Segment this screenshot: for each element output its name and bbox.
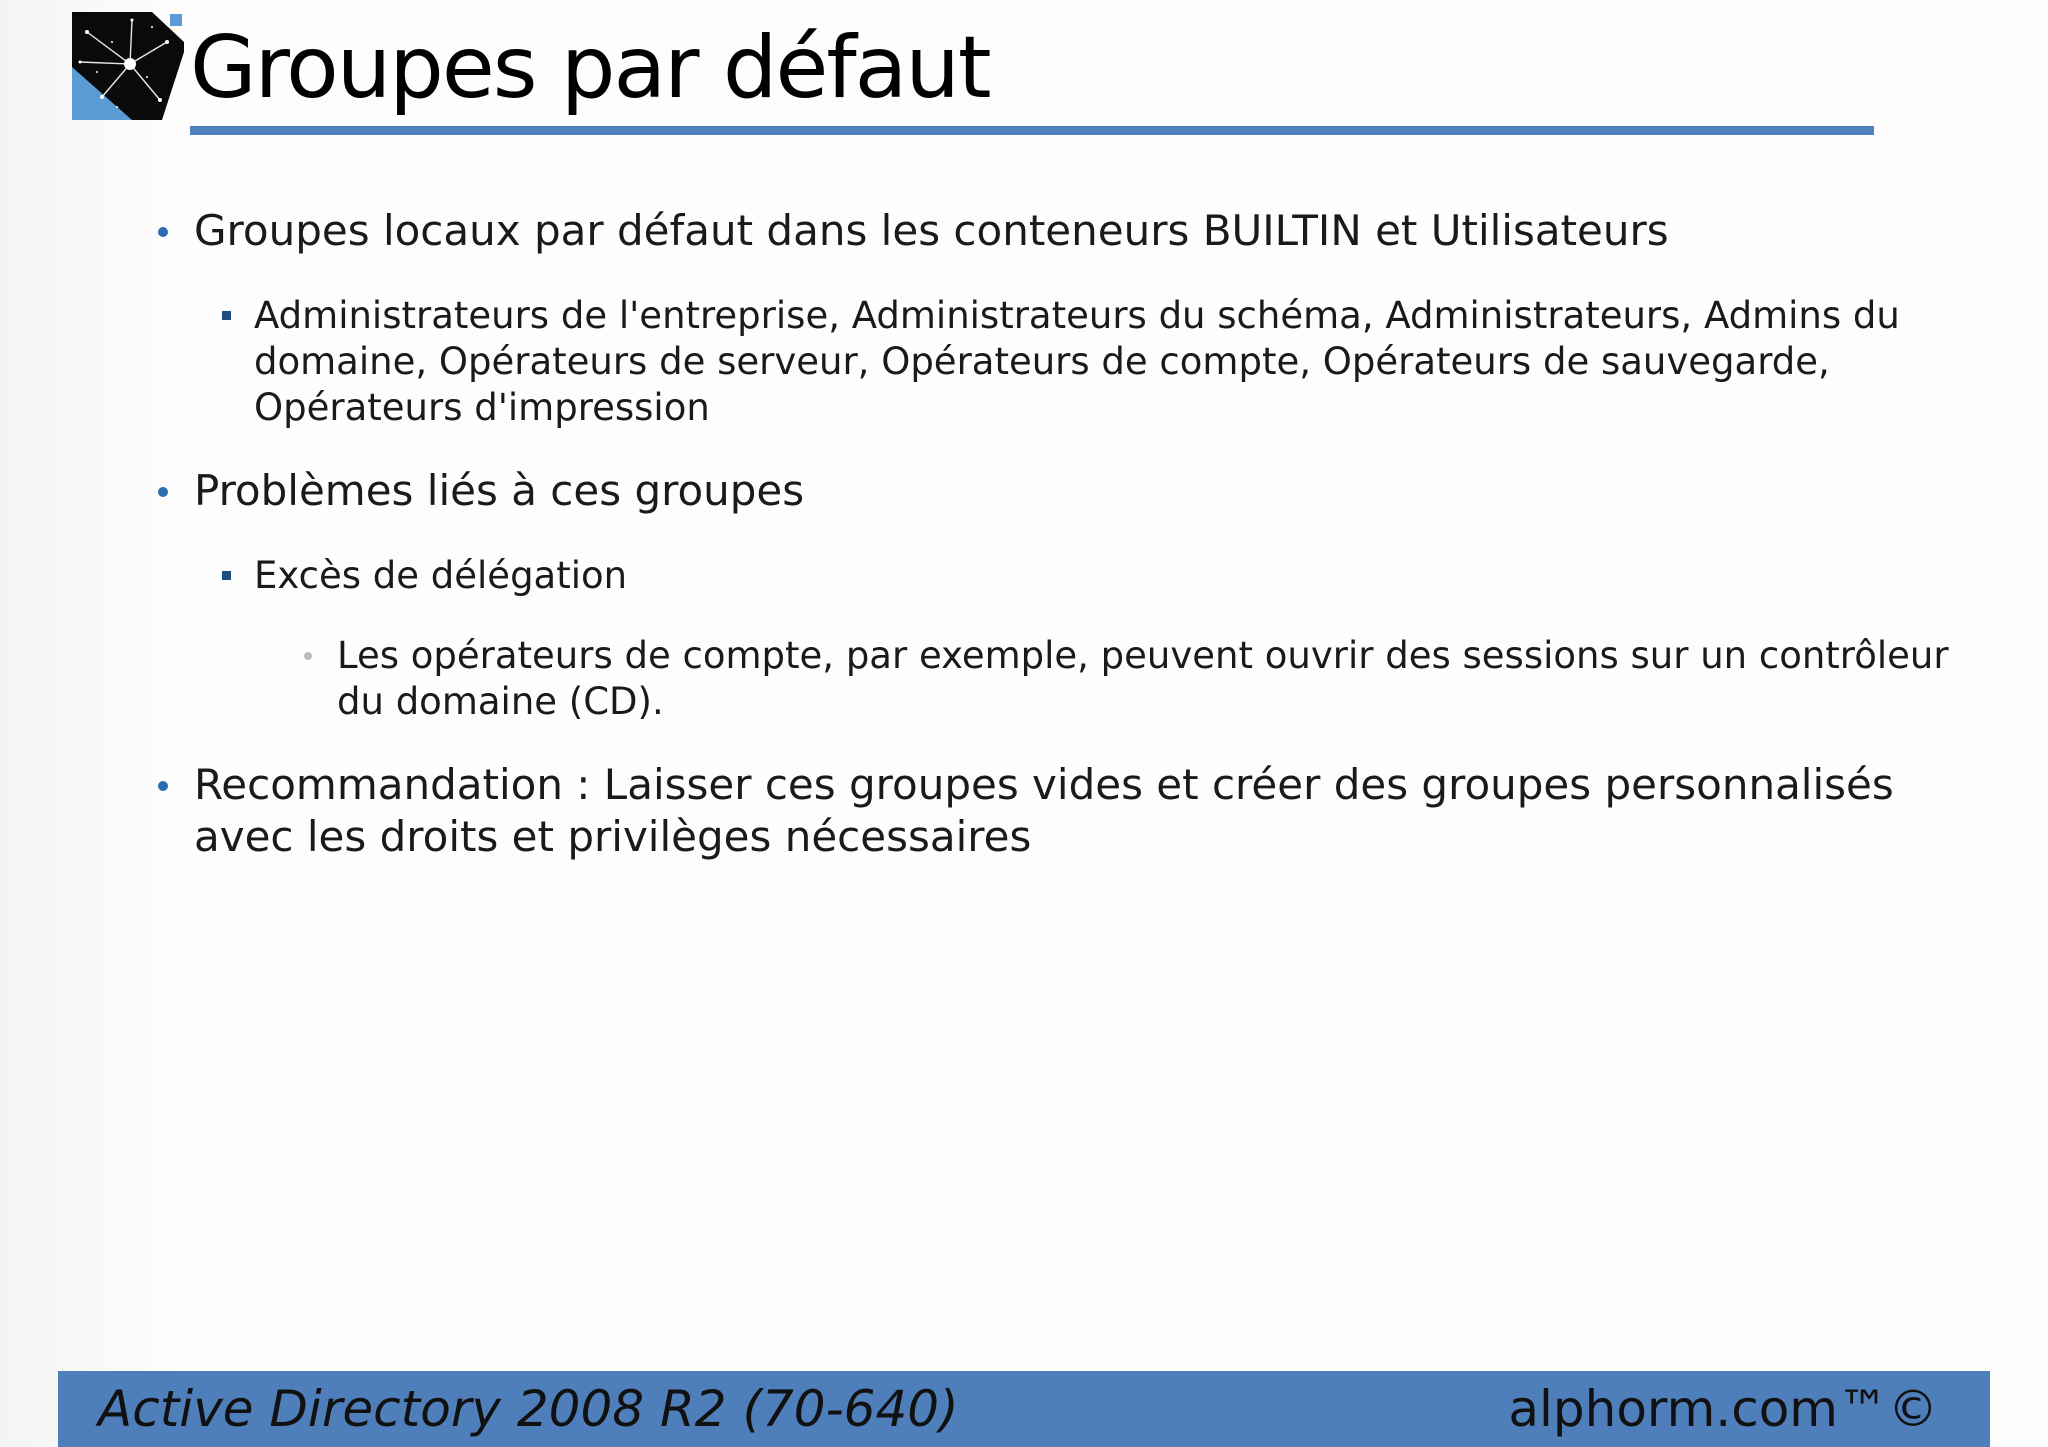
title-underline	[190, 126, 1874, 135]
sub-sub-bullet-text: Les opérateurs de compte, par exemple, peuvent ouvrir des sessions sur un contrôleur du domaine (CD).	[337, 634, 1949, 723]
sub-sub-bullet-item	[150, 633, 1950, 725]
slide-content	[150, 205, 1950, 899]
bullet-item	[150, 205, 1950, 257]
footer-course-title: Active Directory 2008 R2 (70-640)	[98, 1380, 959, 1438]
sub-bullet-item	[150, 553, 1950, 599]
bullet-text: Recommandation : Laisser ces groupes vides et créer des groupes personnalisés avec les droits et privilèges nécessaires	[194, 760, 1894, 861]
round-bullet-icon	[158, 487, 168, 497]
network-star-logo-icon	[72, 12, 184, 120]
round-bullet-icon	[158, 227, 168, 237]
bullet-item	[150, 759, 1950, 863]
footer-brand: alphorm.com™©	[1508, 1380, 1938, 1438]
slide-title: Groupes par défaut	[190, 18, 990, 118]
sub-bullet-text: Excès de délégation	[254, 554, 628, 597]
sub-bullet-text: Administrateurs de l'entreprise, Administrateurs du schéma, Administrateurs, Admins du domaine, Opérateurs de serveur, Opérateurs de compte, Opérateurs de sauvegarde, Opérateurs d'impression	[254, 294, 1900, 429]
square-bullet-icon	[222, 311, 231, 320]
footer-bar	[58, 1371, 1990, 1447]
bullet-text: Groupes locaux par défaut dans les conteneurs BUILTIN et Utilisateurs	[194, 206, 1669, 255]
sub-bullet-item	[150, 293, 1950, 431]
bullet-item	[150, 465, 1950, 517]
round-bullet-icon	[158, 781, 168, 791]
bullet-text: Problèmes liés à ces groupes	[194, 466, 805, 515]
small-round-bullet-icon	[304, 652, 312, 660]
square-bullet-icon	[222, 571, 231, 580]
